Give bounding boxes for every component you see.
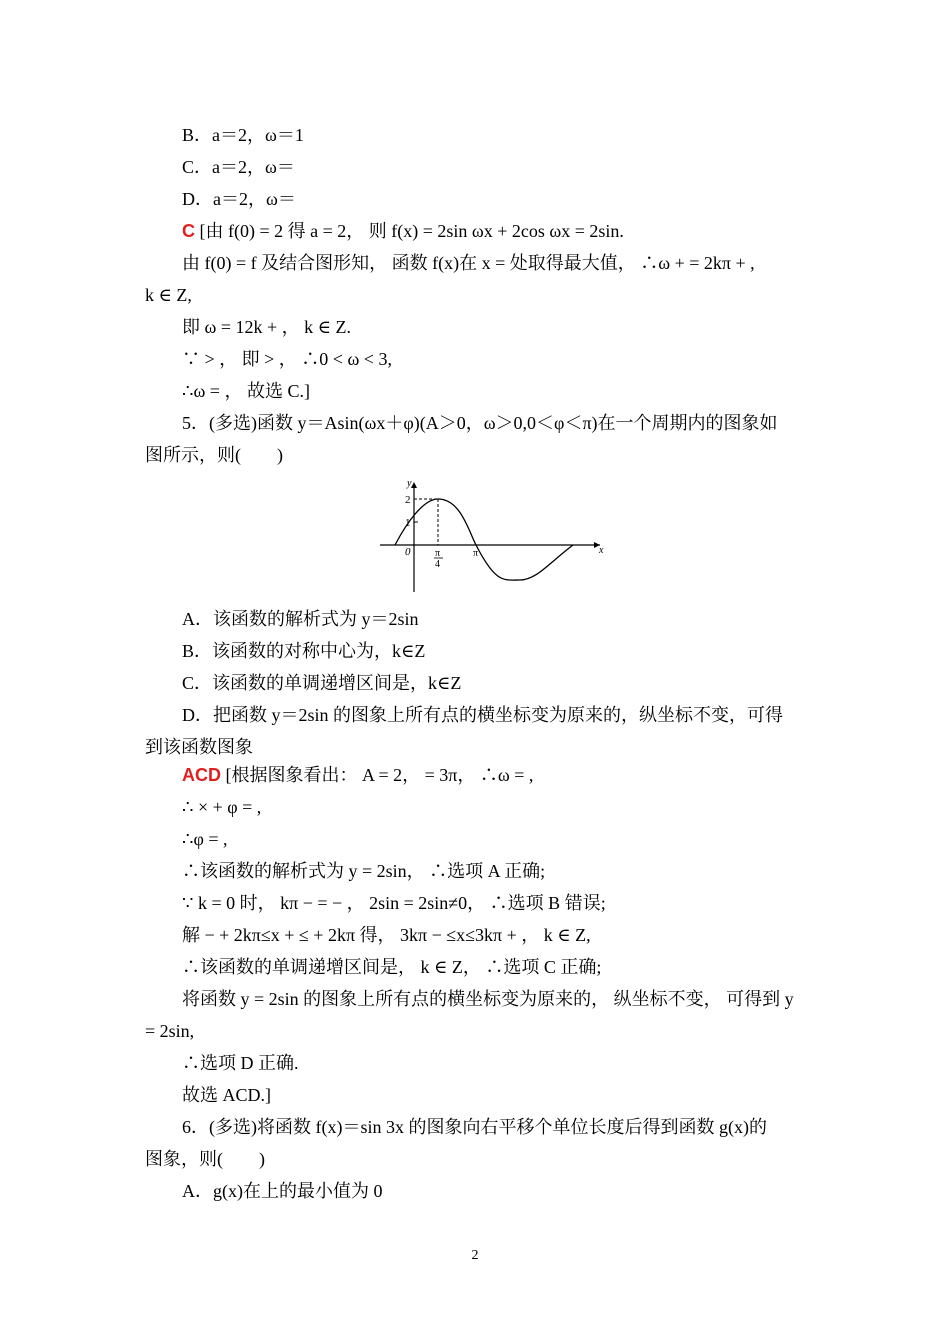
question-6-line: 6．(多选)将函数 f(x)＝sin 3x 的图象向右平移个单位长度后得到函数 g(x)的 <box>182 1117 767 1137</box>
solution-line: = 2sin, <box>145 1021 195 1041</box>
option-a-line: A．g(x)在上的最小值为 0 <box>182 1181 383 1201</box>
answer-line: ACD [根据图象看出： A = 2， = 3π， ∴ω = , <box>182 765 534 785</box>
sine-graph <box>378 474 608 594</box>
option-c-line: C．该函数的单调递增区间是，k∈Z <box>182 673 462 693</box>
solution-line: ∵ > ， 即 > ， ∴0 < ω < 3, <box>182 349 392 369</box>
question-5-line: 5．(多选)函数 y＝Asin(ωx＋φ)(A＞0，ω＞0,0＜φ＜π)在一个周期内的图象如 <box>182 413 778 433</box>
solution-line: ∵ k = 0 时， kπ − = − ， 2sin = 2sin≠0， ∴选项 B 错误; <box>182 893 606 913</box>
y-axis-label: y <box>407 478 412 489</box>
option-d-line: D．把函数 y＝2sin 的图象上所有点的横坐标变为原来的，纵坐标不变，可得 <box>182 705 784 725</box>
pi-over-4-denominator: 4 <box>435 559 440 570</box>
option-b-line: B．a＝2，ω＝1 <box>182 125 304 145</box>
solution-line: ∴ × + φ = , <box>182 797 262 817</box>
solution-line: 将函数 y = 2sin 的图象上所有点的横坐标变为原来的， 纵坐标不变， 可得到 y <box>182 989 794 1009</box>
answer-label: C <box>182 221 195 241</box>
option-c-line: C．a＝2，ω＝ <box>182 157 295 177</box>
solution-line: k ∈ Z, <box>145 285 192 305</box>
solution-line: ∴φ = , <box>182 829 228 849</box>
origin-label: 0 <box>405 546 411 558</box>
tick-label-1: 1 <box>405 517 411 529</box>
option-b-line: B．该函数的对称中心为，k∈Z <box>182 641 426 661</box>
option-a-line: A．该函数的解析式为 y＝2sin <box>182 609 419 629</box>
option-d-line: 到该函数图象 <box>145 737 253 757</box>
solution-line: 故选 ACD.] <box>182 1085 271 1105</box>
solution-line: 解 − + 2kπ≤x + ≤ + 2kπ 得， 3kπ − ≤x≤3kπ + ， k ∈ Z, <box>182 925 591 945</box>
solution-line: ∴该函数的单调递增区间是， k ∈ Z， ∴选项 C 正确; <box>182 957 602 977</box>
tick-label-2: 2 <box>405 494 411 506</box>
page-number: 2 <box>471 1248 479 1263</box>
answer-line: C [由 f(0) = 2 得 a = 2， 则 f(x) = 2sin ωx + 2cos ωx = 2sin. <box>182 221 624 241</box>
answer-label: ACD <box>182 765 221 785</box>
x-axis-label: x <box>599 545 604 556</box>
solution-line: ∴该函数的解析式为 y = 2sin， ∴选项 A 正确; <box>182 861 546 881</box>
question-5-line: 图所示，则( ) <box>145 445 283 465</box>
solution-line: ∴ω = ， 故选 C.] <box>182 381 310 401</box>
solution-line: 即 ω = 12k + ， k ∈ Z. <box>182 317 351 337</box>
pi-label: π <box>473 548 479 559</box>
question-6-line: 图象，则( ) <box>145 1149 265 1169</box>
option-d-line: D．a＝2，ω＝ <box>182 189 296 209</box>
pi-over-4-numerator: π <box>435 548 441 559</box>
solution-line: 由 f(0) = f 及结合图形知， 函数 f(x)在 x = 处取得最大值， ∴ω + = 2kπ + , <box>182 253 755 273</box>
y-axis-arrow <box>411 482 417 488</box>
sine-curve <box>395 499 573 580</box>
solution-line: ∴选项 D 正确. <box>182 1053 299 1073</box>
